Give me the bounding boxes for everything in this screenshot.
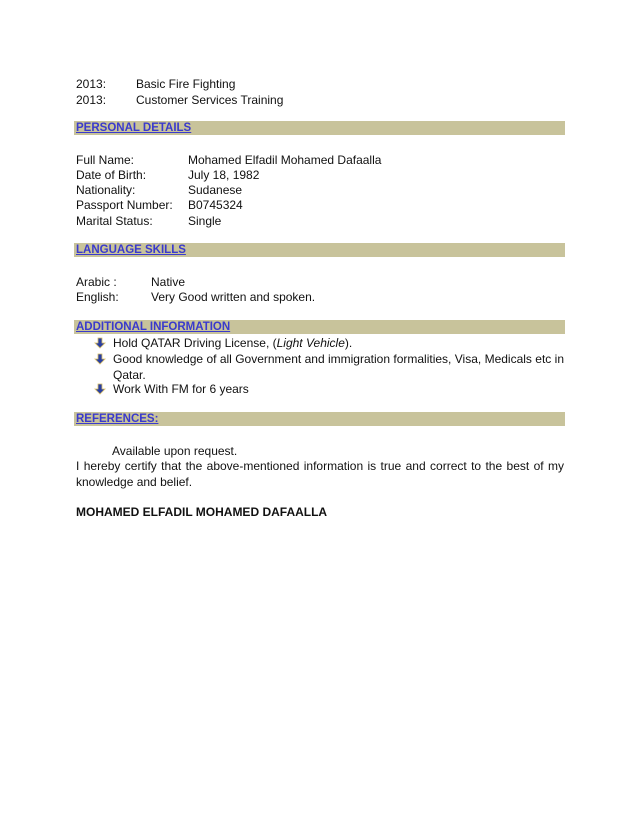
detail-value: Mohamed Elfadil Mohamed Dafaalla [188, 153, 382, 167]
section-header-references [74, 412, 565, 426]
language-row [76, 289, 315, 305]
references-available: Available upon request. [112, 444, 238, 458]
arrow-down-bullet-icon [94, 383, 106, 395]
bullet-item [94, 335, 564, 351]
detail-label: Full Name: [76, 153, 135, 167]
section-header-personal-details [74, 121, 565, 135]
detail-label: Passport Number: [76, 198, 173, 212]
section-title: PERSONAL DETAILS [76, 122, 192, 134]
personal-detail-row [76, 152, 381, 168]
detail-value: Sudanese [188, 183, 243, 197]
arrow-down-bullet-icon [94, 353, 106, 365]
language-row [76, 274, 185, 290]
signature-name: MOHAMED ELFADIL MOHAMED DAFAALLA [76, 505, 328, 519]
language-level: Native [151, 275, 186, 289]
section-title: REFERENCES: [76, 413, 159, 425]
vehicle-type: Light Vehicle [276, 336, 345, 350]
language-label: English: [76, 290, 119, 304]
personal-detail-row [76, 197, 243, 213]
training-row [76, 76, 235, 92]
section-title: ADDITIONAL INFORMATION [76, 321, 231, 333]
section-header-additional-information [74, 320, 565, 334]
bullet-item [94, 351, 564, 383]
personal-detail-row [76, 167, 259, 183]
detail-label: Nationality: [76, 183, 136, 197]
detail-label: Date of Birth: [76, 168, 147, 182]
training-course: Customer Services Training [136, 93, 284, 107]
detail-value: B0745324 [188, 198, 243, 212]
personal-detail-row [76, 213, 221, 229]
language-label: Arabic : [76, 275, 117, 289]
training-year: 2013: [76, 93, 107, 107]
detail-value: Single [188, 214, 222, 228]
certification-statement: I hereby certify that the above-mentioned information is true and correct to the best of my knowledge and belief. [76, 459, 564, 489]
bullet-text: Hold QATAR Driving License, (Light Vehicle). [113, 336, 353, 350]
training-course: Basic Fire Fighting [136, 77, 236, 91]
bullet-item [94, 381, 564, 397]
section-title: LANGUAGE SKILLS [76, 244, 186, 256]
detail-value: July 18, 1982 [188, 168, 260, 182]
arrow-down-bullet-icon [94, 337, 106, 349]
bullet-text: Good knowledge of all Government and immigration formalities, Visa, Medicals etc in Qatar. [113, 352, 564, 382]
training-row [76, 92, 283, 108]
detail-label: Marital Status: [76, 214, 153, 228]
language-level: Very Good written and spoken. [151, 290, 316, 304]
personal-detail-row [76, 182, 242, 198]
section-header-language-skills [74, 243, 565, 257]
training-year: 2013: [76, 77, 107, 91]
bullet-text: Work With FM for 6 years [113, 382, 249, 396]
